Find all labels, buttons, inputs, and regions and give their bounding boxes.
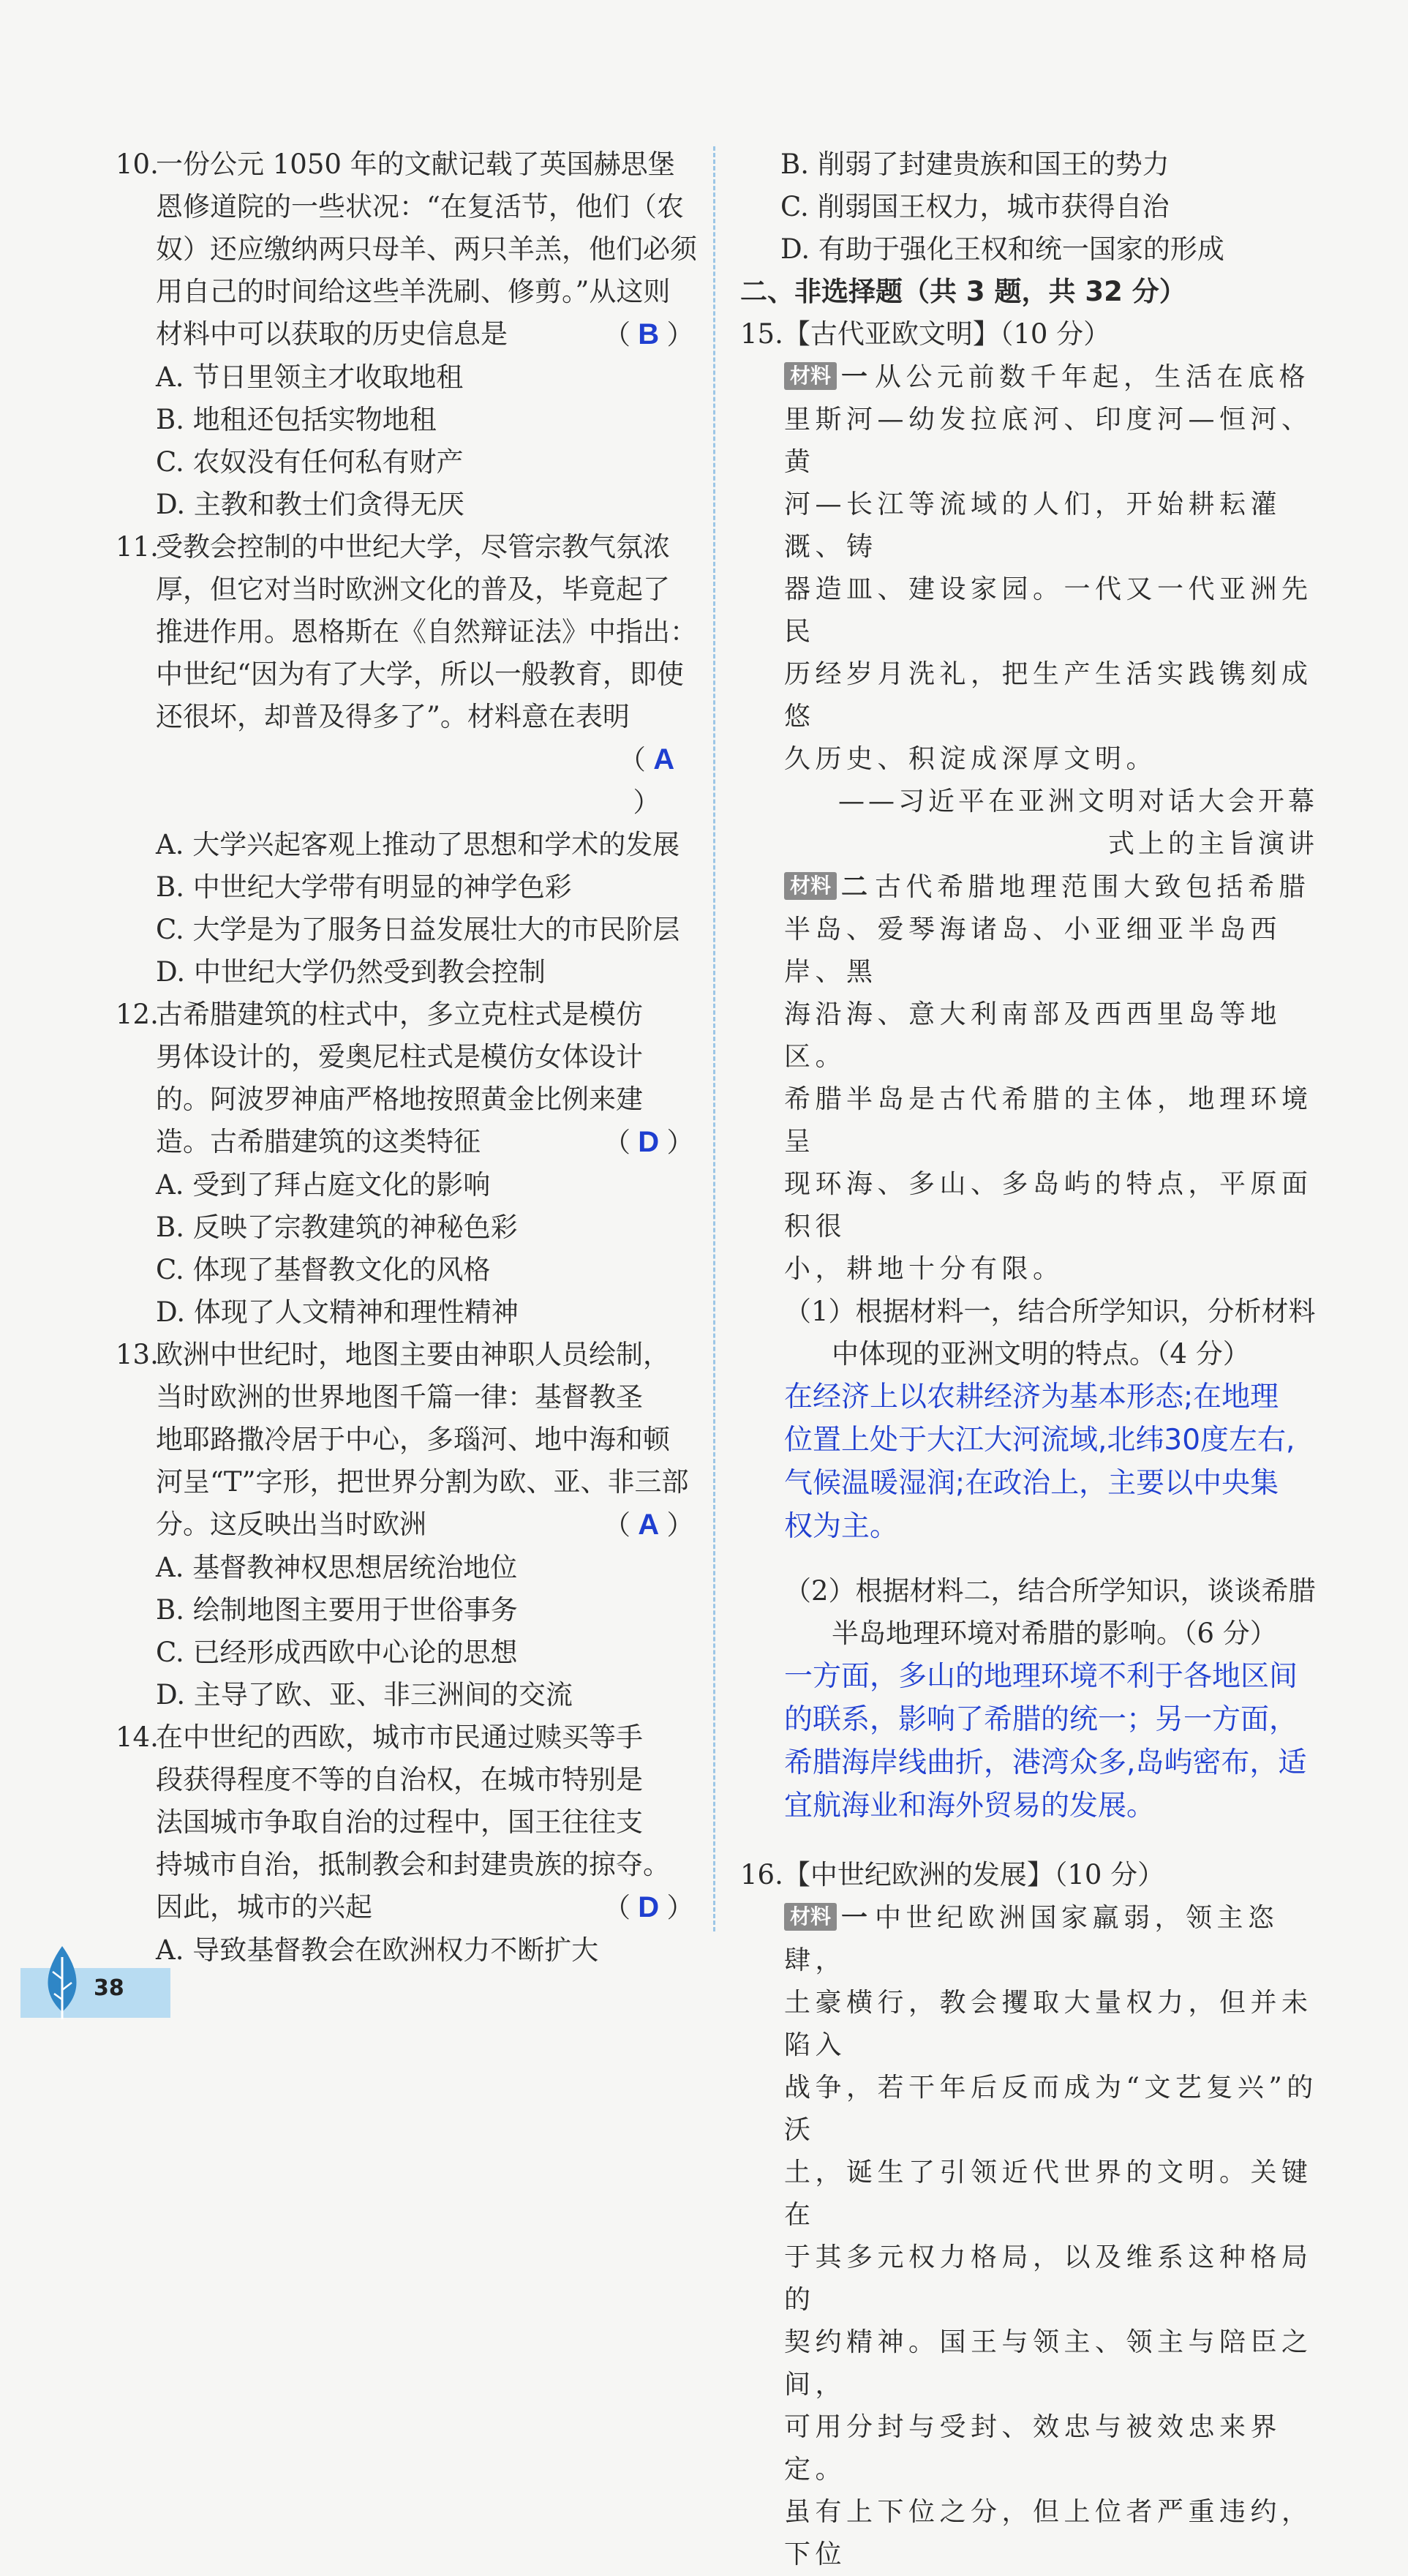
option-c: C. 体现了基督教文化的风格 [156, 1254, 491, 1285]
option-b: B. 中世纪大学带有明显的神学色彩 [156, 871, 572, 903]
option-c: C. 农奴没有任何私有财产 [156, 446, 464, 478]
option-a: A. 基督教神权思想居统治地位 [156, 1552, 518, 1583]
option-b: B. 绘制地图主要用于世俗事务 [156, 1594, 518, 1626]
material-text: 战争，若干年后反而成为“文艺复兴”的沃 [784, 2073, 1318, 2145]
material-text: 契约精神。国王与领主、领主与陪臣之间， [784, 2327, 1313, 2400]
answer-line: 宜航海业和海外贸易的发展。 [784, 1790, 1156, 1822]
material-number: 二 [841, 871, 868, 902]
right-column [740, 143, 1318, 2576]
question-text: 因此，城市的兴起 [156, 1891, 372, 1923]
question-text: 中世纪“因为有了大学，所以一般教育，即使 [156, 658, 684, 690]
material-text: 于其多元权力格局，以及维系这种格局的 [784, 2242, 1313, 2315]
material-text: 土，诞生了引领近代世界的文明。关键在 [784, 2158, 1313, 2230]
material-text: 中世纪欧洲国家羸弱，领主恣肆， [784, 1903, 1279, 1975]
answer-line: 希腊海岸线曲折，港湾众多,岛屿密布，适 [784, 1746, 1307, 1779]
option-a: A. 节日里领主才收取地租 [156, 361, 464, 393]
option-a: A. 大学兴起客观上推动了思想和学术的发展 [156, 829, 680, 860]
question-title: 15.【古代亚欧文明】（10 分） [740, 318, 1111, 350]
answer-bracket: （ B ） [603, 318, 694, 350]
answer-line: 权为主。 [784, 1510, 899, 1543]
question-text: 古希腊建筑的柱式中，多立克柱式是模仿 [156, 999, 643, 1030]
question-number: 11. [116, 531, 159, 563]
question-text: 河呈“T”字形，把世界分割为欧、亚、非三部 [156, 1466, 689, 1498]
option-d: D. 主导了欧、亚、非三洲间的交流 [156, 1679, 573, 1711]
material-text: 可用分封与受封、效忠与被效忠来界定。 [784, 2412, 1282, 2485]
question-16 [740, 1854, 1318, 2576]
question-text: 造。古希腊建筑的这类特征 [156, 1126, 481, 1157]
material-text: 里斯河—幼发拉底河、印度河—恒河、黄 [784, 405, 1313, 477]
material-number: 一 [841, 1902, 868, 1933]
question-text: 分。这反映出当时欧洲 [156, 1509, 426, 1540]
left-column [116, 143, 697, 1972]
spacer [740, 1548, 1318, 1570]
answer-line: 一方面，多山的地理环境不利于各地区间 [784, 1660, 1298, 1693]
answer-bracket: （ D ） [603, 1891, 694, 1923]
material-text: 器造皿、建设家园。一代又一代亚洲先民 [784, 574, 1313, 647]
handwritten-answer-2 [740, 1655, 1318, 1828]
material-source: ——习近平在亚洲文明对话大会开幕 [837, 786, 1318, 816]
sub-question-2 [740, 1570, 1318, 1655]
handwritten-answer-1 [740, 1375, 1318, 1548]
option-a: A. 导致基督教会在欧洲权力不断扩大 [156, 1934, 599, 1966]
sub-question-text: （1）根据材料一，结合所学知识，分析材料 [784, 1296, 1316, 1327]
question-11 [116, 526, 697, 994]
material-text: 希腊半岛是古代希腊的主体，地理环境呈 [784, 1084, 1313, 1157]
answer-letter: A [638, 1509, 660, 1541]
question-text: 奴）还应缴纳两只母羊、两只羊羔，他们必须 [156, 233, 697, 265]
question-text: 法国城市争取自治的过程中，国王往往支 [156, 1806, 643, 1838]
material-text: 河—长江等流域的人们，开始耕耘灌溉、铸 [784, 489, 1282, 562]
answer-line: 位置上处于大江大河流域,北纬30度左右, [784, 1424, 1295, 1457]
option-c: C. 削弱国王权力，城市获得自治 [780, 191, 1170, 222]
option-b: B. 地租还包括实物地租 [156, 404, 437, 435]
question-title: 16.【中世纪欧洲的发展】（10 分） [740, 1859, 1165, 1890]
option-c: C. 大学是为了服务日益发展壮大的市民阶层 [156, 914, 680, 945]
question-number: 14. [116, 1721, 159, 1753]
question-text: 恩修道院的一些状况：“在复活节，他们（农 [156, 191, 684, 222]
sub-question-text: （2）根据材料二，结合所学知识，谈谈希腊 [784, 1575, 1316, 1607]
material-one [740, 356, 1318, 399]
material-text: 半岛、爱琴海诸岛、小亚细亚半岛西岸、黑 [784, 915, 1282, 987]
question-15 [740, 313, 1318, 1828]
question-text: 还很坏，却普及得多了”。材料意在表明 [156, 701, 630, 732]
question-text: 厚，但它对当时欧洲文化的普及，毕竟起了 [156, 574, 670, 605]
question-text: 受教会控制的中世纪大学，尽管宗教气氛浓 [156, 531, 670, 563]
answer-line: 在经济上以农耕经济为基本形态;在地理 [784, 1381, 1279, 1413]
answer-bracket: （ A ） [603, 1509, 694, 1541]
question-text: 欧洲中世纪时，地图主要由神职人员绘制， [156, 1339, 670, 1370]
option-d: D. 有助于强化王权和统一国家的形成 [780, 233, 1224, 265]
material-text: 小，耕地十分有限。 [784, 1254, 1064, 1284]
leaf-icon [37, 1942, 88, 2023]
page-number: 38 [94, 1975, 124, 2001]
question-text: 推进作用。恩格斯在《自然辩证法》中指出： [156, 616, 697, 647]
material-tag: 材料 [784, 1903, 837, 1931]
material-tag: 材料 [784, 872, 837, 900]
option-a: A. 受到了拜占庭文化的影响 [156, 1169, 491, 1201]
material-text: 古代希腊地理范围大致包括希腊 [875, 872, 1311, 902]
sub-question-1 [740, 1291, 1318, 1375]
answer-letter: A [653, 743, 675, 776]
section-heading: 二、非选择题（共 3 题，共 32 分） [740, 276, 1186, 307]
sub-question-text: 半岛地理环境对希腊的影响。（6 分） [832, 1618, 1277, 1649]
material-text: 历经岁月洗礼，把生产生活实践镌刻成悠 [784, 659, 1313, 732]
question-text: 的。阿波罗神庙严格地按照黄金比例来建 [156, 1084, 643, 1115]
answer-line: 的联系，影响了希腊的统一；另一方面， [784, 1703, 1298, 1736]
material-text: 从公元前数千年起，生活在底格 [875, 362, 1311, 392]
material-tag: 材料 [784, 362, 837, 390]
question-text: 材料中可以获取的历史信息是 [156, 318, 508, 350]
question-text: 段获得程度不等的自治权，在城市特别是 [156, 1764, 643, 1795]
question-number: 12. [116, 999, 159, 1030]
question-text: 持城市自治，抵制教会和封建贵族的掠夺。 [156, 1849, 670, 1880]
option-b: B. 削弱了封建贵族和国王的势力 [780, 149, 1170, 180]
material-text: 久历史、积淀成深厚文明。 [784, 744, 1158, 774]
answer-letter: D [638, 1891, 660, 1923]
answer-bracket: （ D ） [603, 1126, 694, 1158]
question-text: 男体设计的，爱奥尼柱式是模仿女体设计 [156, 1041, 643, 1073]
material-text: 现环海、多山、多岛屿的特点，平原面积很 [784, 1169, 1313, 1242]
question-text: 用自己的时间给这些羊洗刷、修剪。”从这则 [156, 276, 671, 307]
sub-question-text: 中体现的亚洲文明的特点。（4 分） [832, 1338, 1250, 1370]
answer-line: 气候温暖湿润;在政治上，主要以中央集 [784, 1467, 1279, 1500]
material-number: 一 [841, 361, 868, 392]
question-13 [116, 1334, 694, 1716]
option-c: C. 已经形成西欧中心论的思想 [156, 1637, 518, 1668]
question-text: 地耶路撒冷居于中心，多瑙河、地中海和顿 [156, 1424, 670, 1455]
question-text: 在中世纪的西欧，城市市民通过赎买等手 [156, 1721, 643, 1753]
material-two [740, 865, 1318, 909]
material-text: 虽有上下位之分，但上位者严重违约，下位 [784, 2497, 1313, 2569]
column-divider [713, 146, 715, 1931]
question-12 [116, 994, 694, 1334]
question-number: 10. [116, 149, 159, 180]
spacer [740, 1828, 1318, 1854]
material-one [740, 1896, 1318, 1982]
question-text: 当时欧洲的世界地图千篇一律：基督教圣 [156, 1381, 643, 1413]
answer-letter: B [638, 318, 660, 350]
question-14 [116, 1716, 694, 1972]
option-d: D. 中世纪大学仍然受到教会控制 [156, 956, 546, 988]
question-text: 一份公元 1050 年的文献记载了英国赫思堡 [156, 149, 675, 180]
material-text: 土豪横行，教会攫取大量权力，但并未陷入 [784, 1988, 1313, 2060]
option-d: D. 主教和教士们贪得无厌 [156, 489, 464, 520]
question-number: 13. [116, 1339, 159, 1370]
option-b: B. 反映了宗教建筑的神秘色彩 [156, 1212, 518, 1243]
answer-letter: D [638, 1126, 660, 1158]
material-text: 海沿海、意大利南部及西西里岛等地区。 [784, 999, 1282, 1072]
question-10 [116, 143, 697, 526]
answer-bracket: （ A ） [618, 743, 675, 817]
material-source: 式上的主旨演讲 [1107, 829, 1318, 859]
option-d: D. 体现了人文精神和理性精神 [156, 1296, 519, 1328]
